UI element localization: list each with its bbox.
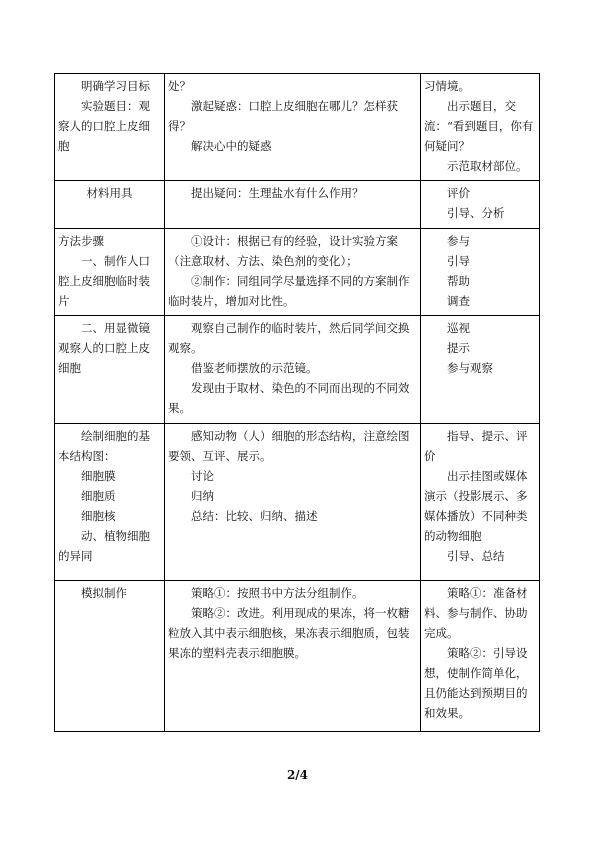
cell-paragraph: 动、植物细胞的异同: [58, 529, 150, 563]
table-row: [55, 74, 540, 181]
section-cell: [55, 74, 165, 181]
cell-paragraph: 评价: [447, 186, 470, 200]
teacher-activity-cell: [421, 229, 540, 316]
teacher-activity-cell: [421, 316, 540, 424]
cell-paragraph: 模拟制作: [81, 586, 127, 600]
cell-paragraph: 细胞核: [81, 509, 116, 523]
teacher-activity-cell: [421, 74, 540, 181]
cell-paragraph: 处？: [168, 79, 191, 93]
cell-paragraph: 讨论: [191, 469, 214, 483]
table-row: [55, 229, 540, 316]
cell-paragraph: 策略①：准备材料、参与制作、协助完成。: [424, 586, 528, 640]
student-activity-cell: [165, 229, 421, 316]
cell-paragraph: ②制作：同组同学尽量选择不同的方案制作临时装片，增加对比性。: [168, 274, 410, 308]
cell-paragraph: 材料用具: [86, 186, 133, 200]
cell-paragraph: 示范取材部位。: [447, 159, 528, 173]
section-cell: [55, 581, 165, 732]
table-row: [55, 581, 540, 732]
cell-paragraph: 引导: [447, 254, 470, 268]
cell-paragraph: 参与观察: [447, 361, 493, 375]
cell-paragraph: 指导、提示、评价: [424, 429, 528, 463]
section-cell: [55, 424, 165, 581]
cell-paragraph: 二、用显微镜观察人的口腔上皮细胞: [58, 321, 150, 375]
cell-paragraph: 总结：比较、归纳、描述: [191, 509, 318, 523]
cell-paragraph: 解决心中的疑惑: [191, 139, 272, 153]
cell-paragraph: 策略②：引导设想，使制作简单化，且仍能达到预期目的和效果。: [424, 646, 528, 720]
student-activity-cell: [165, 316, 421, 424]
cell-paragraph: 方法步骤: [58, 234, 104, 248]
lesson-plan-table: [54, 73, 540, 732]
student-activity-cell: [165, 581, 421, 732]
cell-paragraph: 绘制细胞的基本结构图：: [58, 429, 150, 463]
section-cell: [55, 316, 165, 424]
cell-paragraph: 调查: [447, 294, 470, 308]
cell-paragraph: 细胞膜: [81, 469, 116, 483]
cell-paragraph: 引导、分析: [447, 206, 505, 220]
cell-paragraph: 策略①：按照书中方法分组制作。: [191, 586, 364, 600]
cell-paragraph: 习情境。: [424, 79, 470, 93]
cell-paragraph: 明确学习目标: [81, 79, 150, 93]
cell-paragraph: 出示题目，交流：“看到题目，你有何疑问？: [424, 99, 534, 153]
cell-paragraph: ①设计：根据已有的经验，设计实验方案（注意取材、方法、染色剂的变化）；: [168, 234, 398, 268]
cell-paragraph: 感知动物（人）细胞的形态结构，注意绘图要领、互评、展示。: [168, 429, 410, 463]
cell-paragraph: 引导、总结: [447, 549, 505, 563]
section-cell: [55, 229, 165, 316]
cell-paragraph: 实验题目：观察人的口腔上皮细胞: [58, 99, 150, 153]
teacher-activity-cell: [421, 181, 540, 229]
cell-paragraph: 策略②：改进。利用现成的果冻，将一枚糖粒放入其中表示细胞核，果冻表示细胞质，包装果冻的塑料壳表示细胞膜。: [168, 606, 410, 660]
section-cell: [55, 181, 165, 229]
student-activity-cell: [165, 74, 421, 181]
cell-paragraph: 参与: [447, 234, 470, 248]
teacher-activity-cell: [421, 581, 540, 732]
cell-paragraph: 借鉴老师摆放的示范镜。: [191, 361, 318, 375]
cell-paragraph: 一、制作人口腔上皮细胞临时装片: [58, 254, 150, 308]
cell-paragraph: 帮助: [447, 274, 470, 288]
cell-paragraph: 出示挂图或媒体演示（投影展示、多媒体播放）不同种类的动物细胞: [424, 469, 528, 543]
cell-paragraph: 提示: [447, 341, 470, 355]
cell-paragraph: 激起疑惑：口腔上皮细胞在哪儿？怎样获得？: [168, 99, 398, 133]
student-activity-cell: [165, 424, 421, 581]
page-number: 2/4: [286, 768, 309, 782]
table-row: [55, 181, 540, 229]
teacher-activity-cell: [421, 424, 540, 581]
cell-paragraph: 观察自己制作的临时装片，然后同学间交换观察。: [168, 321, 410, 355]
cell-paragraph: 提出疑问：生理盐水有什么作用？: [191, 186, 364, 200]
cell-paragraph: 细胞质: [81, 489, 116, 503]
lesson-plan-body: [55, 74, 540, 732]
table-row: [55, 316, 540, 424]
student-activity-cell: [165, 181, 421, 229]
cell-paragraph: 发现由于取材、染色的不同而出现的不同效果。: [168, 381, 410, 415]
cell-paragraph: 巡视: [447, 321, 470, 335]
table-row: [55, 424, 540, 581]
cell-paragraph: 归纳: [191, 489, 214, 503]
